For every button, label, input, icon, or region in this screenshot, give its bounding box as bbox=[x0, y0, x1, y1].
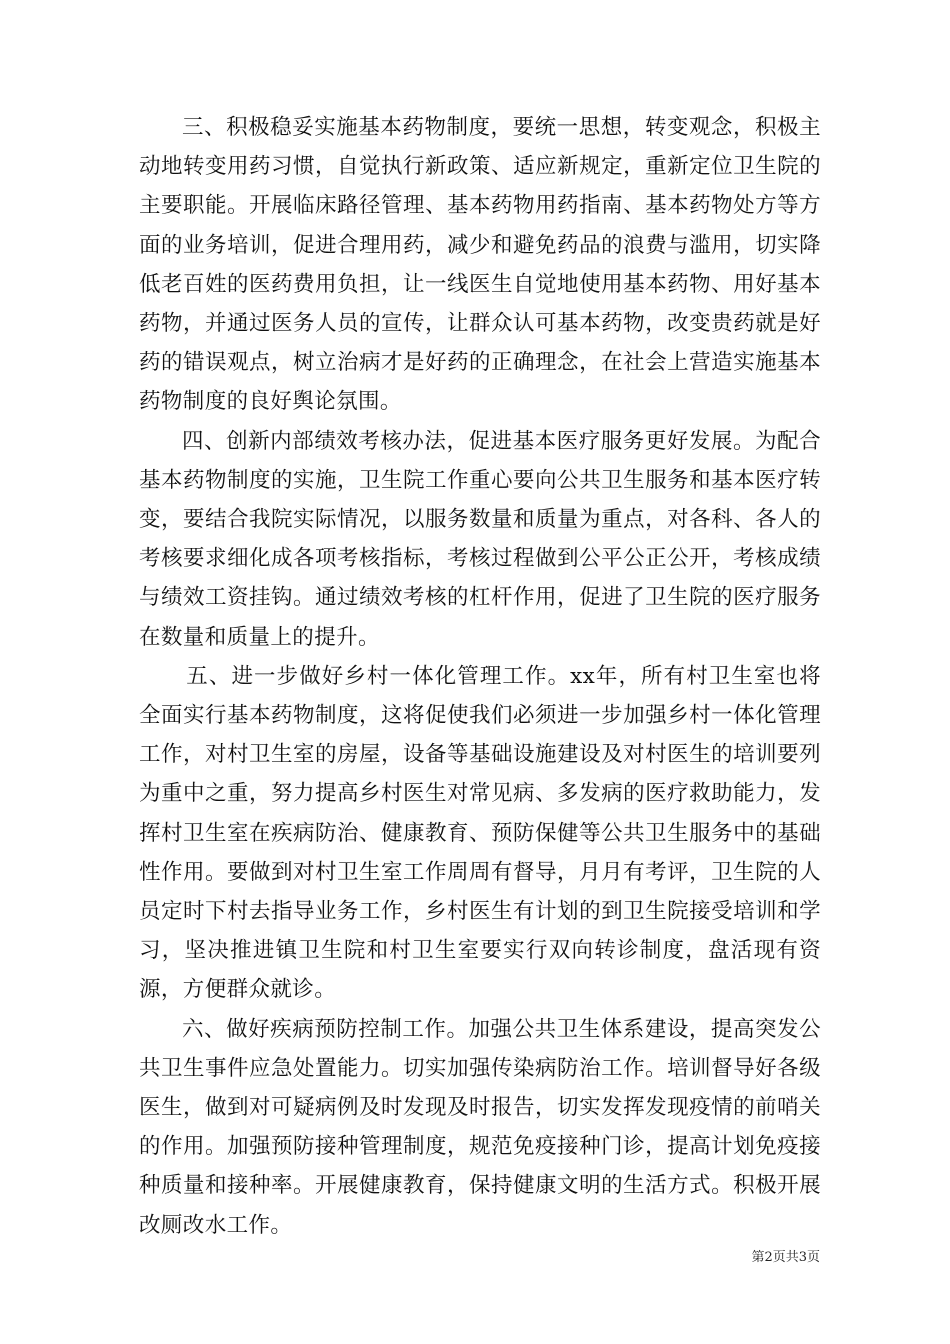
page-number-label: 第2页共3页 bbox=[751, 1250, 820, 1265]
page-number-footer bbox=[700, 1246, 820, 1265]
paragraph-section-5: 五、进一步做好乡村一体化管理工作。xx年，所有村卫生室也将全面实行基本药物制度，这将促使我们必须进一步加强乡村一体化管理工作，对村卫生室的房屋，设备等基础设施建设及对村医生的培训要列为重中之重，努力提高乡村医生对常见病、多发病的医疗救助能力，发挥村卫生室在疾病防治、健康教育、预防保健等公共卫生服务中的基础性作用。要做到对村卫生室工作周周有督导，月月有考评，卫生院的人员定时下村去指导业务工作，乡村医生有计划的到卫生院接受培训和学习，坚决推进镇卫生院和村卫生室要实行双向转诊制度，盘活现有资源，方便群众就诊。 bbox=[139, 663, 821, 1003]
paragraph-section-3: 三、积极稳妥实施基本药物制度，要统一思想，转变观念，积极主动地转变用药习惯，自觉执行新政策、适应新规定，重新定位卫生院的主要职能。开展临床路径管理、基本药物用药指南、基本药物处方等方面的业务培训，促进合理用药，减少和避免药品的浪费与滥用，切实降低老百姓的医药费用负担，让一线医生自觉地使用基本药物、用好基本药物，并通过医务人员的宣传，让群众认可基本药物，改变贵药就是好药的错误观点，树立治病才是好药的正确理念，在社会上营造实施基本药物制度的良好舆论氛围。 bbox=[139, 115, 821, 415]
document-body bbox=[139, 108, 821, 1245]
paragraph-section-6: 六、做好疾病预防控制工作。加强公共卫生体系建设，提高突发公共卫生事件应急处置能力。切实加强传染病防治工作。培训督导好各级医生，做到对可疑病例及时发现及时报告，切实发挥发现疫情的前哨关的作用。加强预防接种管理制度，规范免疫接种门诊，提高计划免疫接种质量和接种率。开展健康教育，保持健康文明的生活方式。积极开展改厕改水工作。 bbox=[139, 1016, 821, 1238]
paragraph-section-4: 四、创新内部绩效考核办法，促进基本医疗服务更好发展。为配合基本药物制度的实施，卫生院工作重心要向公共卫生服务和基本医疗转变，要结合我院实际情况，以服务数量和质量为重点，对各科、各人的考核要求细化成各项考核指标，考核过程做到公平公正公开，考核成绩与绩效工资挂钩。通过绩效考核的杠杆作用，促进了卫生院的医疗服务在数量和质量上的提升。 bbox=[139, 428, 821, 650]
